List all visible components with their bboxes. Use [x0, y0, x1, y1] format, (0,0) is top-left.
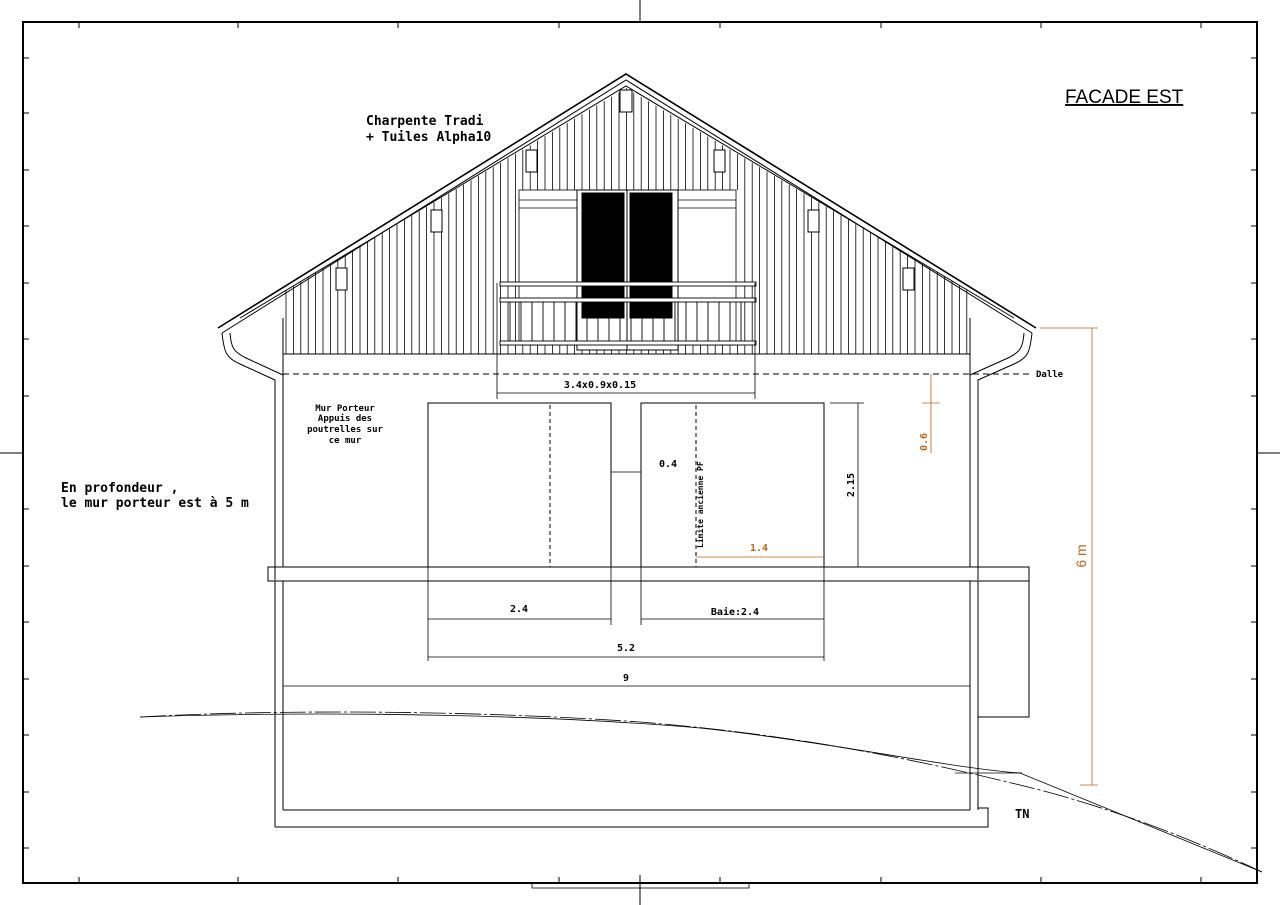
old-limit-label: Limite ancienne PF [696, 461, 705, 548]
slab-label: Dalle [1036, 370, 1064, 380]
depth-note-line1: En profondeur , [61, 481, 179, 496]
openings-total-dimension: 5.2 [616, 643, 636, 654]
half-width-dimension: 1.4 [749, 543, 769, 554]
opening-height-dimension: 2.15 [846, 472, 857, 498]
building-width-dimension: 9 [622, 673, 630, 684]
right-bay-dimension: Baie:2.4 [710, 607, 760, 618]
sheet-title: FACADE EST [1065, 87, 1184, 108]
pier-dimension: 0.4 [659, 459, 678, 470]
wall-note-line4: ce mur [328, 436, 362, 446]
total-height-dimension: 6 m [1073, 544, 1089, 568]
left-bay-dimension: 2.4 [509, 604, 529, 615]
roof-note-line2: + Tuiles Alpha10 [366, 130, 492, 145]
wall-note-line2: Appuis des [317, 414, 373, 424]
slab-offset-dimension: 0.6 [919, 432, 930, 452]
ground-label: TN [1015, 807, 1030, 821]
wall-note-line3: poutrelles sur [307, 425, 383, 435]
roof-note-line1: Charpente Tradi [366, 114, 484, 129]
depth-note-line2: le mur porteur est à 5 m [61, 496, 249, 511]
wall-note-line1: Mur Porteur [315, 404, 375, 414]
lintel-dimension: 3.4x0.9x0.15 [563, 380, 637, 391]
